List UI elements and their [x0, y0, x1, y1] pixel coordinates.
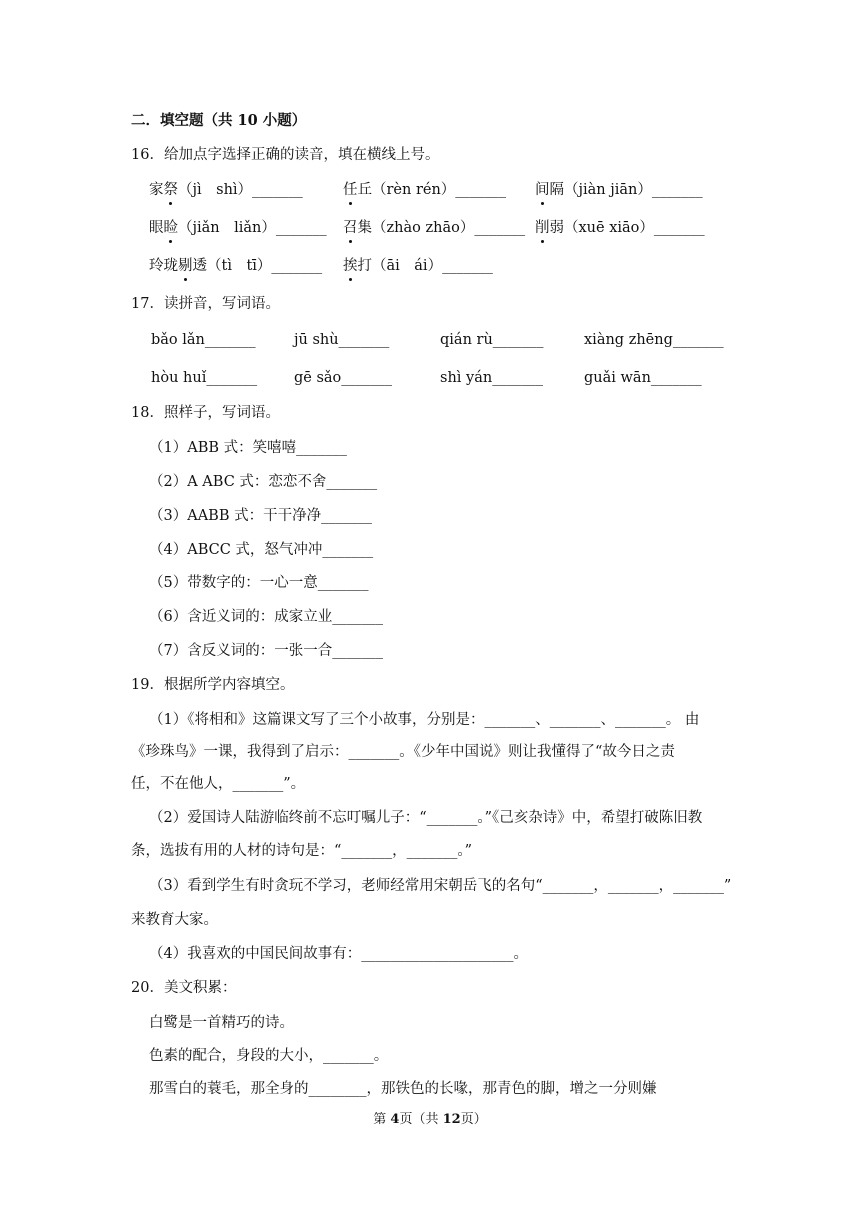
q16-item: 任丘（rèn rén）_______ [343, 182, 507, 198]
q19-line: 条，选拔有用的人材的诗句是：“_______，_______。” [131, 843, 473, 859]
q18-item: （2）A ABC 式：恋恋不舍_______ [149, 474, 378, 490]
q19-line: 来教育大家。 [131, 912, 218, 928]
question-17-stem: 17．读拼音，写词语。 [131, 296, 280, 312]
question-16-stem: 16．给加点字选择正确的读音，填在横线上号。 [131, 147, 440, 163]
q17-item: gē sǎo_______ [294, 370, 393, 386]
q16-item: 挨打（āi ái）_______ [343, 258, 493, 274]
q17-item: jū shù_______ [294, 332, 390, 348]
q17-item: bǎo lǎn_______ [151, 332, 256, 348]
page-footer: 第 4页（共 12页） [373, 1112, 487, 1127]
q19-line: （1）《将相和》这篇课文写了三个小故事，分别是：_______、_______、_______。 由 [149, 712, 700, 728]
q19-line: （2）爱国诗人陆游临终前不忘叮嘱儿子：“_______。”《己亥杂诗》中，希望打破陈旧教 [149, 810, 703, 826]
q17-item: hòu huǐ_______ [151, 370, 258, 386]
q19-line: （4）我喜欢的中国民间故事有：_____________________。 [149, 946, 528, 962]
q20-line: 色素的配合，身段的大小，_______。 [149, 1048, 389, 1064]
q18-item: （1）ABB 式：笑嘻嘻_______ [149, 440, 347, 456]
q19-line: （3）看到学生有时贪玩不学习，老师经常用宋朝岳飞的名句“_______，_______，_______” [149, 878, 732, 894]
q20-line: 白鹭是一首精巧的诗。 [149, 1015, 294, 1031]
q17-item: xiàng zhēng_______ [584, 332, 724, 348]
q16-item: 间隔（jiàn jiān）_______ [535, 182, 703, 198]
section-title: 二．填空题（共 10 小题） [131, 112, 307, 129]
q17-item: qián rù_______ [440, 332, 544, 348]
q19-line: 任，不在他人，_______”。 [131, 776, 306, 792]
q16-item: 眼睑（jiǎn liǎn）_______ [149, 220, 327, 236]
q16-item: 削弱（xuē xiāo）_______ [535, 220, 705, 236]
q17-item: shì yán_______ [440, 370, 543, 386]
q18-item: （6）含近义词的：成家立业_______ [149, 609, 383, 625]
question-18-stem: 18．照样子，写词语。 [131, 405, 280, 421]
q18-item: （5）带数字的：一心一意_______ [149, 575, 369, 591]
q16-item: 家祭（jì shì）_______ [149, 182, 303, 198]
q18-item: （3）AABB 式：干干净净_______ [149, 508, 372, 524]
q18-item: （7）含反义词的：一张一合_______ [149, 643, 383, 659]
q19-line: 《珍珠鸟》一课，我得到了启示：_______。《少年中国说》则让我懂得了“故今日之责 [131, 744, 675, 760]
q18-item: （4）ABCC 式，怒气冲冲_______ [149, 542, 374, 558]
q16-item: 召集（zhào zhāo）_______ [343, 220, 526, 236]
q16-item: 玲珑剔透（tì tī）_______ [149, 258, 323, 274]
q17-item: guǎi wān_______ [584, 370, 702, 386]
question-20-stem: 20．美文积累： [131, 980, 237, 996]
question-19-stem: 19．根据所学内容填空。 [131, 677, 295, 693]
q20-line: 那雪白的蓑毛，那全身的________，那铁色的长喙，那青色的脚，增之一分则嫌 [149, 1081, 657, 1097]
